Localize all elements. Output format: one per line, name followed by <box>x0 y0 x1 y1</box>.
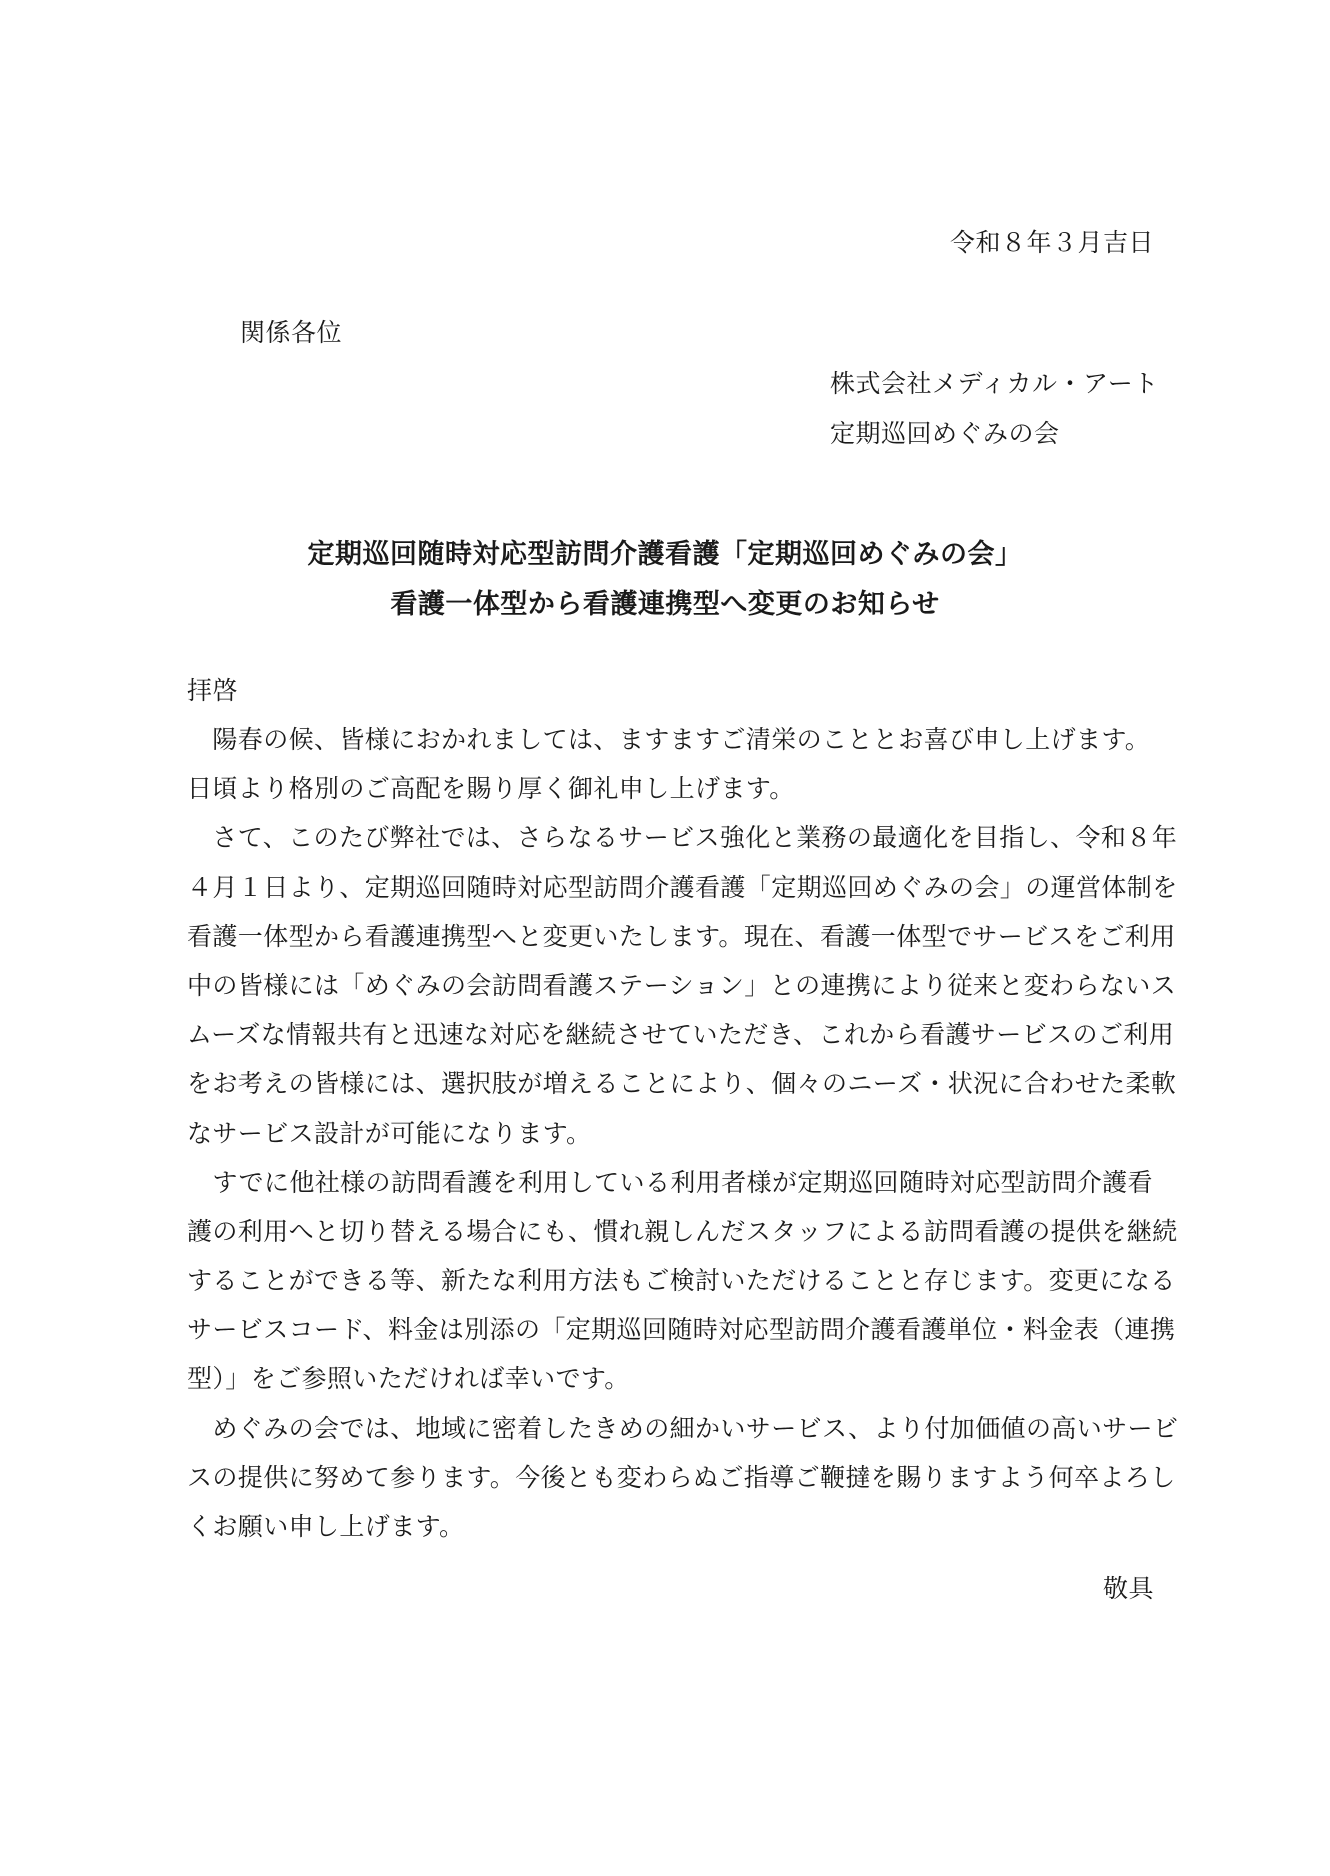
title-line-2: 看護一体型から看護連携型へ変更のお知らせ <box>390 589 940 620</box>
recipient: 関係各位 <box>240 318 343 347</box>
sender-office: 定期巡回めぐみの会 <box>830 419 1060 448</box>
body-line: することができる等、新たな利用方法もご検討いただけることと存じます。変更になる <box>187 1266 1176 1296</box>
body-line: さて、このたび弊社では、さらなるサービス強化と業務の最適化を目指し、令和８年 <box>187 823 1178 853</box>
body-line: をお考えの皆様には、選択肢が増えることにより、個々のニーズ・状況に合わせた柔軟 <box>187 1069 1177 1099</box>
body-line: 中の皆様には「めぐみの会訪問看護ステーション」との連携により従来と変わらないス <box>187 970 1177 1000</box>
salutation: 拝啓 <box>187 676 239 705</box>
body-line: 看護一体型から看護連携型へと変更いたします。現在、看護一体型でサービスをご利用 <box>187 921 1176 951</box>
body-line: すでに他社様の訪問看護を利用している利用者様が定期巡回随時対応型訪問介護看 <box>187 1167 1153 1197</box>
body-line: ムーズな情報共有と迅速な対応を継続させていただき、これから看護サービスのご利用 <box>187 1020 1175 1050</box>
body-line: 型）」をご参照いただければ幸いです。 <box>187 1364 630 1394</box>
letter-date: 令和８年３月吉日 <box>949 228 1154 257</box>
closing: 敬具 <box>1102 1574 1154 1603</box>
body-line: くお願い申し上げます。 <box>187 1512 465 1541</box>
body-line: なサービス設計が可能になります。 <box>187 1118 592 1148</box>
title-line-1: 定期巡回随時対応型訪問介護看護「定期巡回めぐみの会」 <box>307 539 1023 570</box>
body-line: めぐみの会では、地域に密着したきめの細かいサービス、より付加価値の高いサービ <box>187 1413 1179 1443</box>
body-line: サービスコード、料金は別添の「定期巡回随時対応型訪問介護看護単位・料金表（連携 <box>187 1315 1176 1345</box>
body-line: 陽春の候、皆様におかれましては、ますますご清栄のこととお喜び申し上げます。 <box>187 725 1151 754</box>
body-line: ４月１日より、定期巡回随時対応型訪問介護看護「定期巡回めぐみの会」の運営体制を <box>187 872 1178 902</box>
sender-company: 株式会社メディカル・アート <box>830 369 1159 398</box>
body-line: 護の利用へと切り替える場合にも、慣れ親しんだスタッフによる訪問看護の提供を継続 <box>187 1216 1178 1246</box>
body-line: 日頃より格別のご高配を賜り厚く御礼申し上げます。 <box>187 774 795 804</box>
letter-body <box>187 715 1179 1551</box>
body-line: スの提供に努めて参ります。今後とも変わらぬご指導ご鞭撻を賜りますよう何卒よろし <box>187 1462 1176 1492</box>
